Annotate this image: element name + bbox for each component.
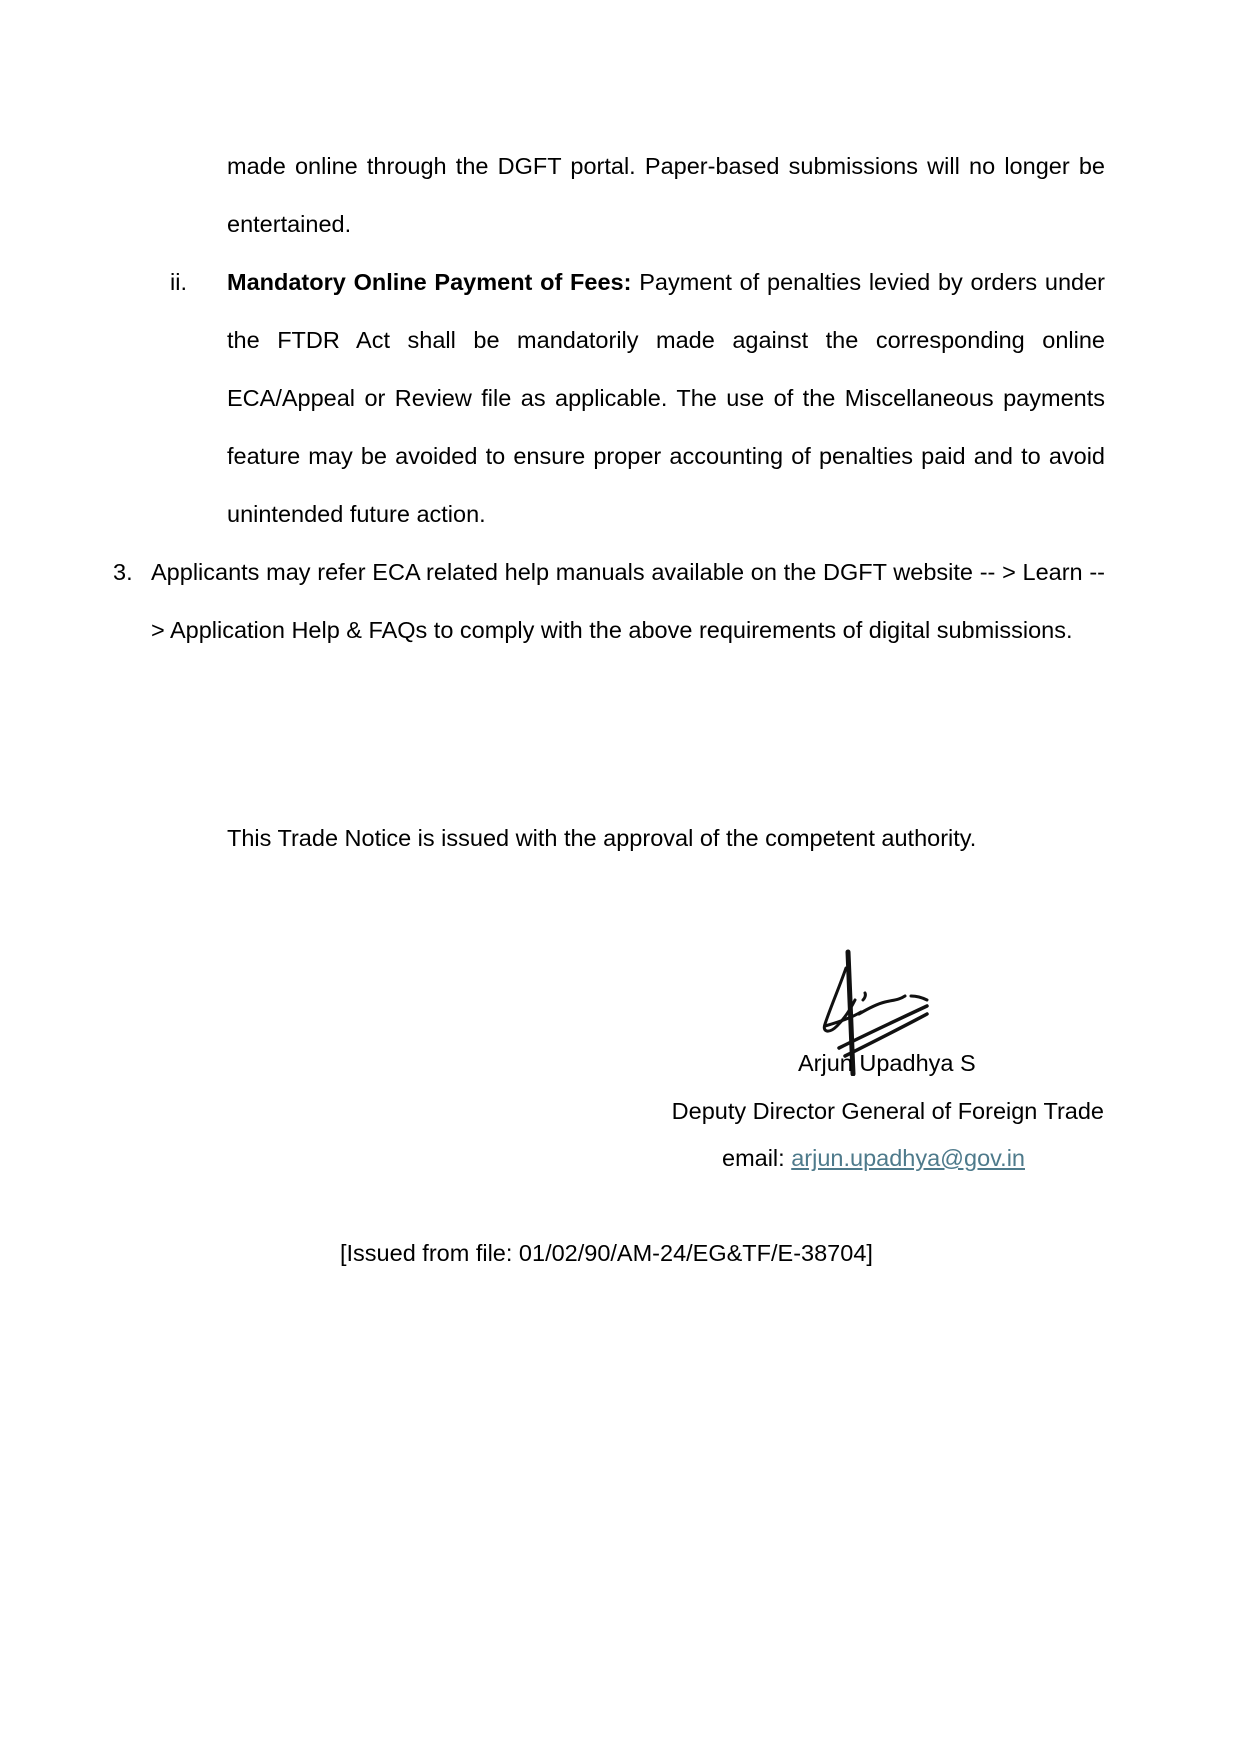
email-label: email: [722,1145,792,1171]
list-item-ii-heading: Mandatory Online Payment of Fees: [227,269,632,295]
list-item-ii-marker: ii. [170,269,187,295]
continuation-paragraph: made online through the DGFT portal. Paper-based submissions will no longer be entertained. [227,153,1105,237]
approval-statement: This Trade Notice is issued with the approval of the competent authority. [227,825,977,851]
signatory-email-line [722,1143,1025,1173]
list-item-3: Applicants may refer ECA related help manuals available on the DGFT website -- > Learn -- > Application Help & FAQs to comply with the above requirements of digital submissions. [151,559,1105,643]
file-reference: [Issued from file: 01/02/90/AM-24/EG&TF/E-38704] [340,1240,873,1266]
email-link[interactable]: arjun.upadhya@gov.in [791,1145,1025,1171]
list-item-ii-body: Payment of penalties levied by orders under the FTDR Act shall be mandatorily made against the corresponding online ECA/Appeal or Review file as applicable. The use of the Miscellaneous payments feature may be avoided to ensure proper accounting of penalties paid and to avoid unintended future action. [227,269,1105,527]
list-item-3-marker: 3. [113,559,133,585]
signatory-name: Arjun Upadhya S [798,1050,976,1076]
signatory-designation: Deputy Director General of Foreign Trade [671,1098,1104,1124]
list-item-ii [227,253,1105,543]
